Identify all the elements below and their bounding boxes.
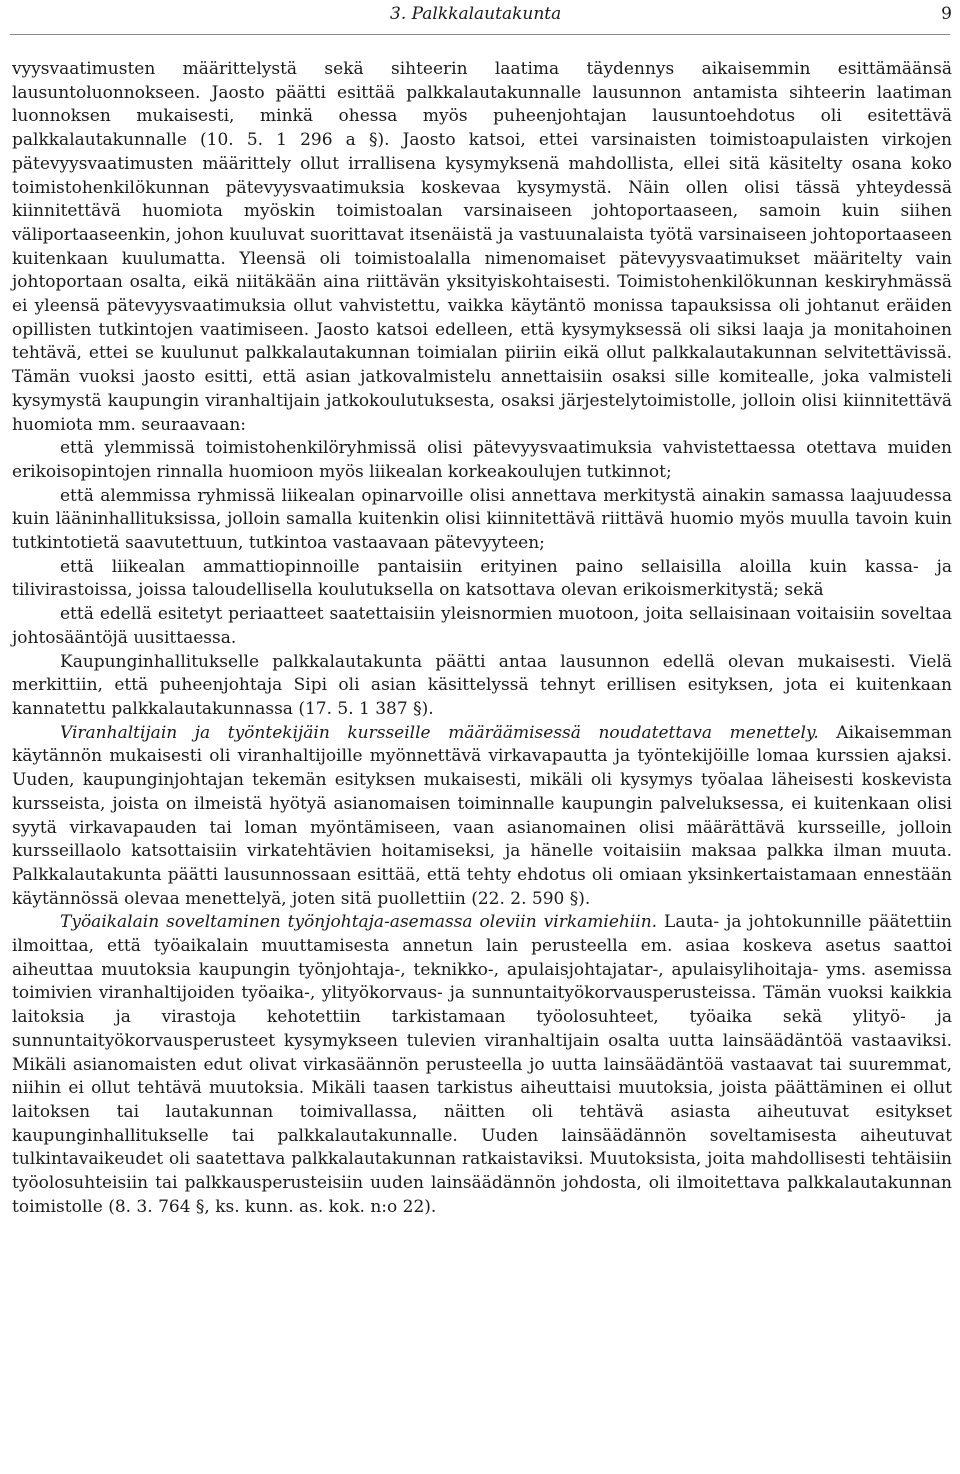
body-text [12, 58, 952, 1219]
paragraph-text: Lauta- ja johtokunnille päätettiin ilmoittaa, että työaikalain muuttamisesta annetun lain perusteella em. asiaa koskeva asetus saattoi aiheuttaa muutoksia kaupungin työnjohtaja-, teknikko-, apulaisjohtajatar-, apulaisylihoitaja- yms. asemissa toimivien viranhaltijoiden työaika-, ylityökorvaus- ja sunnuntaityökorvausperusteissa. Tämän vuoksi kaikkia laitoksia ja virastoja kehotettiin tarkistamaan työolosuhteet, työaika sekä ylityö- ja sunnuntaityökorvausperusteet kysymykseen tulevien viranhaltijain osalta uutta lainsäädäntöä vastaaviksi. Mikäli asianomaisten edut olivat virkasäännön perusteella jo uutta lainsäädäntöä vastaavat tai suuremmat, niihin ei ollut tehtävä muutoksia. Mikäli taasen tarkistus aiheuttaisi muutoksia, joista päättäminen ei ollut laitoksen tai lautakunnan toimivallassa, näitten oli tehtävä asiasta aiheutuvat esitykset kaupunginhallitukselle tai palkkalautakunnalle. Uuden lainsäädännön soveltamisesta aiheutuvat tulkintavaikeudet oli saatettava palkkalautakunnan ratkaistaviksi. Muutoksista, joita mahdollisesti tehtäisiin työolosuhteisiin tai palkkausperusteisiin uuden lainsäädännön johdosta, oli ilmoitettava palkkalautakunnan toimistolle (8. 3. 764 §, ks. kunn. as. kok. n:o 22). [12, 912, 952, 1217]
paragraph: vyysvaatimusten määrittelystä sekä sihteerin laatima täydennys aikaisemmin esittämäänsä lausuntoluonnokseen. Jaosto päätti esittää palkkalautakunnalle lausunnon antamista sihteerin laatiman luonnoksen mukaisesti, minkä ohessa myös puheenjohtajan lausuntoehdotus oli esitettävä palkkalautakunnalle (10. 5. 1 296 a §). Jaosto katsoi, ettei varsinaisten toimistoapulaisten virkojen pätevyysvaatimusten määrittely ollut irrallisena kysymyksenä mahdollista, ellei sitä käsitelty osana koko toimistohenkilökunnan pätevyysvaatimuksia koskevaa kysymystä. Näin ollen olisi tässä yhteydessä kiinnitettävä huomiota myöskin toimistoalan varsinaiseen johtoportaaseen, samoin kuin siihen väliportaaseenkin, johon kuuluvat suorittavat itsenäistä ja vastuunalaista työtä varsinaiseen johtoportaaseen kuitenkaan kuulumatta. Yleensä oli toimistoalalla nimenomaiset pätevyysvaatimukset määritelty vain johtoportaan osalta, eikä niitäkään aina riittävän yksityiskohtaisesti. Toimistohenkilökunnan keskiryhmässä ei yleensä pätevyysvaatimuksia ollut vahvistettu, vaikka käytäntö monissa tapauksissa oli johtanut eräiden opillisten tutkintojen vaatimiseen. Jaosto katsoi edelleen, että kysymyksessä oli siksi laaja ja monitahoinen tehtävä, ettei se kuulunut palkkalautakunnan toimialan piiriin eikä ollut palkkalautakunnan selvitettävissä. Tämän vuoksi jaosto esitti, että asian jatkovalmistelu annettaisiin osaksi sille komitealle, joka valmisteli kysymystä kaupungin viranhaltijain jatkokoulutuksesta, osaksi järjestelytoimistolle, jolloin olisi kiinnitettävä huomiota mm. seuraavaan: [12, 59, 952, 435]
paragraph: että alemmissa ryhmissä liikealan opinarvoille olisi annettava merkitystä ainakin samassa laajuudessa kuin lääninhallituksissa, jolloin samalla kuitenkin olisi kiinnitettävä riittävä huomio myös muulla tavoin kuin tutkintotietä saavutettuun, tutkintoa vastaavaan pätevyyteen; [12, 485, 952, 554]
running-title: 3. Palkkalautakunta [390, 4, 562, 24]
header-rule [10, 34, 950, 35]
paragraph-text: Aikaisemman käytännön mukaisesti oli viranhaltijoille myönnettävä virkavapautta ja työntekijöille lomaa kurssien ajaksi. Uuden, kaupunginjohtajan tekemän esityksen mukaisesti, mikäli oli kysymys työalaa läheisesti koskevista kursseista, joista on ilmeistä hyötyä asianomaisen toiminnalle kaupungin palveluksessa, ei kuitenkaan olisi syytä virkavapauden tai loman myöntämiseen, vaan asianomainen olisi määrättävä kursseille, jolloin kursseillaolo katsottaisiin virkatehtävien hoitamiseksi, ja hänelle voitaisiin maksaa palkka ilman muuta. Palkkalautakunta päätti lausunnossaan esittää, että tehty ehdotus oli omiaan yksinkertaistamaan ennestään käytännössä olevaa menettelyä, joten sitä puollettiin (22. 2. 590 §). [12, 722, 952, 909]
paragraph [12, 911, 952, 1219]
section-topic: Viranhaltijain ja työntekijäin kursseille määräämisessä noudatettava menettely. [60, 722, 819, 743]
paragraph: että edellä esitetyt periaatteet saatettaisiin yleisnormien muotoon, joita sellaisinaan voitaisiin soveltaa johtosääntöjä uusittaessa. [12, 604, 952, 648]
paragraph: että liikealan ammattiopinnoille pantaisiin erityinen paino sellaisilla aloilla kuin kassa- ja tilivirastoissa, joissa taloudellisella koulutuksella on katsottava olevan erikoismerkitystä; sekä [12, 556, 952, 601]
paragraph [12, 722, 952, 912]
paragraph: Kaupunginhallitukselle palkkalautakunta päätti antaa lausunnon edellä olevan mukaisesti. Vielä merkittiin, että puheenjohtaja Sipi oli asian käsittelyssä tehnyt erillisen esityksen, jota ei kuitenkaan kannatettu palkkalautakunnassa (17. 5. 1 387 §). [12, 651, 952, 719]
paragraph: että ylemmissä toimistohenkilöryhmissä olisi pätevyysvaatimuksia vahvistettaessa otettava muiden erikoisopintojen rinnalla huomioon myös liikealan korkeakoulujen tutkinnot; [12, 438, 952, 482]
section-topic: Työaikalain soveltaminen työnjohtaja-asemassa oleviin virkamiehiin. [60, 912, 658, 933]
page-number: 9 [941, 4, 952, 24]
page-header [0, 0, 960, 36]
